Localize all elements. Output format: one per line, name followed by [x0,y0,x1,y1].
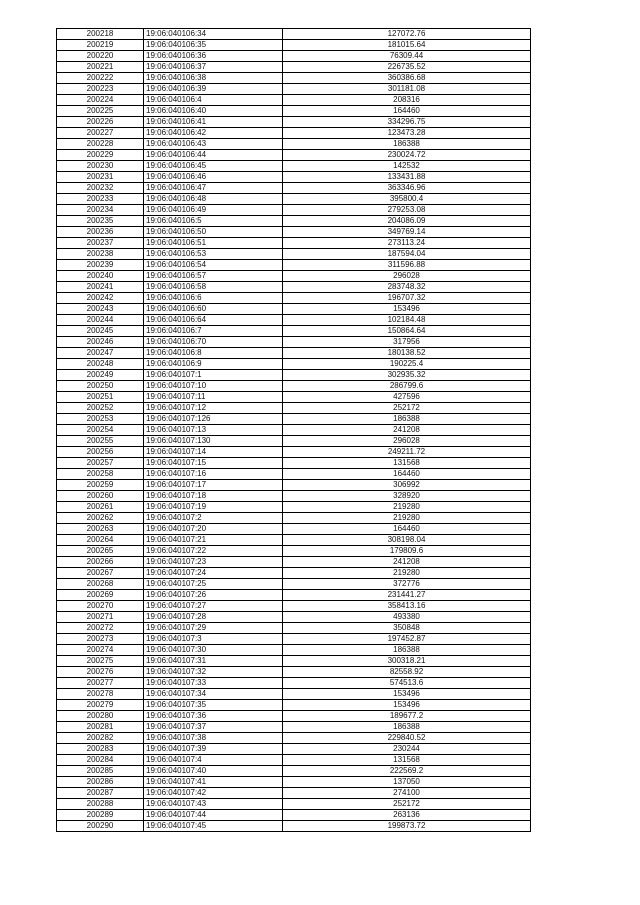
row-number-cell: 200249 [57,370,144,381]
value-cell: 164460 [283,524,531,535]
cadastral-number-cell: 19:06:040106:45 [144,161,283,172]
table-row [57,271,531,282]
value-cell: 230024.72 [283,150,531,161]
cadastral-number-cell: 19:06:040106:5 [144,216,283,227]
row-number-cell: 200266 [57,557,144,568]
table-row [57,359,531,370]
row-number-cell: 200256 [57,447,144,458]
value-cell: 133431.88 [283,172,531,183]
value-cell: 196707.32 [283,293,531,304]
table-row [57,216,531,227]
cadastral-number-cell: 19:06:040107:130 [144,436,283,447]
row-number-cell: 200241 [57,282,144,293]
row-number-cell: 200239 [57,260,144,271]
cadastral-number-cell: 19:06:040107:33 [144,678,283,689]
row-number-cell: 200232 [57,183,144,194]
cadastral-number-cell: 19:06:040106:36 [144,51,283,62]
cadastral-number-cell: 19:06:040106:39 [144,84,283,95]
value-cell: 164460 [283,469,531,480]
value-cell: 102184.48 [283,315,531,326]
table-row [57,40,531,51]
cadastral-number-cell: 19:06:040106:64 [144,315,283,326]
cadastral-number-cell: 19:06:040106:38 [144,73,283,84]
table-row [57,612,531,623]
table-row [57,755,531,766]
table-row [57,722,531,733]
table-row [57,51,531,62]
cadastral-number-cell: 19:06:040106:35 [144,40,283,51]
value-cell: 308198.04 [283,535,531,546]
value-cell: 300318.21 [283,656,531,667]
cadastral-number-cell: 19:06:040107:38 [144,733,283,744]
row-number-cell: 200248 [57,359,144,370]
cadastral-number-cell: 19:06:040107:34 [144,689,283,700]
table-row [57,744,531,755]
row-number-cell: 200229 [57,150,144,161]
value-cell: 131568 [283,755,531,766]
row-number-cell: 200288 [57,799,144,810]
table-row [57,480,531,491]
cadastral-number-cell: 19:06:040107:126 [144,414,283,425]
cadastral-number-cell: 19:06:040107:16 [144,469,283,480]
value-cell: 317956 [283,337,531,348]
table-row [57,260,531,271]
row-number-cell: 200225 [57,106,144,117]
row-number-cell: 200257 [57,458,144,469]
row-number-cell: 200228 [57,139,144,150]
row-number-cell: 200245 [57,326,144,337]
value-cell: 296028 [283,436,531,447]
cadastral-number-cell: 19:06:040106:53 [144,249,283,260]
cadastral-number-cell: 19:06:040107:14 [144,447,283,458]
cadastral-number-cell: 19:06:040107:13 [144,425,283,436]
row-number-cell: 200250 [57,381,144,392]
row-number-cell: 200283 [57,744,144,755]
cadastral-number-cell: 19:06:040106:70 [144,337,283,348]
value-cell: 153496 [283,700,531,711]
cadastral-number-cell: 19:06:040106:47 [144,183,283,194]
cadastral-number-cell: 19:06:040106:48 [144,194,283,205]
row-number-cell: 200219 [57,40,144,51]
value-cell: 241208 [283,425,531,436]
cadastral-number-cell: 19:06:040106:9 [144,359,283,370]
row-number-cell: 200222 [57,73,144,84]
table-row [57,304,531,315]
value-cell: 311596.88 [283,260,531,271]
value-cell: 199873.72 [283,821,531,832]
table-row [57,645,531,656]
table-row [57,29,531,40]
row-number-cell: 200274 [57,645,144,656]
cadastral-number-cell: 19:06:040107:17 [144,480,283,491]
row-number-cell: 200267 [57,568,144,579]
cadastral-number-cell: 19:06:040107:19 [144,502,283,513]
row-number-cell: 200272 [57,623,144,634]
cadastral-number-cell: 19:06:040107:27 [144,601,283,612]
value-cell: 222569.2 [283,766,531,777]
value-cell: 283748.32 [283,282,531,293]
value-cell: 301181.08 [283,84,531,95]
row-number-cell: 200221 [57,62,144,73]
cadastral-number-cell: 19:06:040106:42 [144,128,283,139]
row-number-cell: 200224 [57,95,144,106]
row-number-cell: 200286 [57,777,144,788]
cadastral-number-cell: 19:06:040107:25 [144,579,283,590]
table-row [57,150,531,161]
value-cell: 186388 [283,414,531,425]
cadastral-number-cell: 19:06:040107:18 [144,491,283,502]
value-cell: 153496 [283,304,531,315]
table-row [57,95,531,106]
value-cell: 76309.44 [283,51,531,62]
row-number-cell: 200279 [57,700,144,711]
row-number-cell: 200269 [57,590,144,601]
row-number-cell: 200265 [57,546,144,557]
table-row [57,678,531,689]
table-row [57,766,531,777]
value-cell: 204086.09 [283,216,531,227]
table-row [57,370,531,381]
value-cell: 274100 [283,788,531,799]
value-cell: 179809.6 [283,546,531,557]
row-number-cell: 200240 [57,271,144,282]
table-row [57,293,531,304]
value-cell: 252172 [283,403,531,414]
cadastral-number-cell: 19:06:040107:29 [144,623,283,634]
table-row [57,601,531,612]
cadastral-number-cell: 19:06:040107:11 [144,392,283,403]
cadastral-number-cell: 19:06:040106:50 [144,227,283,238]
row-number-cell: 200223 [57,84,144,95]
row-number-cell: 200273 [57,634,144,645]
row-number-cell: 200261 [57,502,144,513]
value-cell: 350848 [283,623,531,634]
cadastral-number-cell: 19:06:040106:51 [144,238,283,249]
row-number-cell: 200258 [57,469,144,480]
cadastral-number-cell: 19:06:040107:22 [144,546,283,557]
table-row [57,634,531,645]
cadastral-number-cell: 19:06:040107:24 [144,568,283,579]
value-cell: 306992 [283,480,531,491]
cadastral-number-cell: 19:06:040107:1 [144,370,283,381]
value-cell: 263136 [283,810,531,821]
value-cell: 131568 [283,458,531,469]
value-cell: 181015.64 [283,40,531,51]
value-cell: 574513.6 [283,678,531,689]
value-cell: 150864.64 [283,326,531,337]
value-cell: 190225.4 [283,359,531,370]
value-cell: 123473.28 [283,128,531,139]
table-row [57,788,531,799]
row-number-cell: 200287 [57,788,144,799]
cadastral-number-cell: 19:06:040107:42 [144,788,283,799]
table-row [57,117,531,128]
row-number-cell: 200260 [57,491,144,502]
row-number-cell: 200277 [57,678,144,689]
value-cell: 142532 [283,161,531,172]
cadastral-number-cell: 19:06:040107:15 [144,458,283,469]
table-row [57,282,531,293]
table-row [57,656,531,667]
table-row [57,557,531,568]
table-row [57,249,531,260]
row-number-cell: 200231 [57,172,144,183]
value-cell: 372776 [283,579,531,590]
cadastral-number-cell: 19:06:040107:36 [144,711,283,722]
table-row [57,315,531,326]
cadastral-number-cell: 19:06:040107:3 [144,634,283,645]
value-cell: 302935.32 [283,370,531,381]
cadastral-number-cell: 19:06:040106:8 [144,348,283,359]
row-number-cell: 200284 [57,755,144,766]
value-cell: 363346.96 [283,183,531,194]
cadastral-number-cell: 19:06:040106:41 [144,117,283,128]
cadastral-number-cell: 19:06:040106:43 [144,139,283,150]
table-row [57,810,531,821]
table-row [57,73,531,84]
value-cell: 127072.76 [283,29,531,40]
cadastral-number-cell: 19:06:040107:26 [144,590,283,601]
cadastral-number-cell: 19:06:040106:34 [144,29,283,40]
cadastral-number-cell: 19:06:040107:30 [144,645,283,656]
row-number-cell: 200244 [57,315,144,326]
cadastral-number-cell: 19:06:040106:7 [144,326,283,337]
value-cell: 296028 [283,271,531,282]
cadastral-number-cell: 19:06:040107:23 [144,557,283,568]
row-number-cell: 200233 [57,194,144,205]
table-row [57,623,531,634]
row-number-cell: 200270 [57,601,144,612]
table-row [57,502,531,513]
row-number-cell: 200230 [57,161,144,172]
cadastral-number-cell: 19:06:040107:43 [144,799,283,810]
cadastral-number-cell: 19:06:040107:39 [144,744,283,755]
cadastral-number-cell: 19:06:040107:21 [144,535,283,546]
row-number-cell: 200290 [57,821,144,832]
table-row [57,414,531,425]
value-cell: 286799.6 [283,381,531,392]
cadastral-number-cell: 19:06:040107:2 [144,513,283,524]
table-row [57,711,531,722]
table-row [57,700,531,711]
table-row [57,238,531,249]
cadastral-value-table [56,28,531,832]
table-row [57,777,531,788]
value-cell: 153496 [283,689,531,700]
table-row [57,326,531,337]
row-number-cell: 200253 [57,414,144,425]
table-row [57,337,531,348]
cadastral-number-cell: 19:06:040107:4 [144,755,283,766]
value-cell: 249211.72 [283,447,531,458]
row-number-cell: 200282 [57,733,144,744]
value-cell: 395800.4 [283,194,531,205]
row-number-cell: 200263 [57,524,144,535]
value-cell: 186388 [283,645,531,656]
value-cell: 82558.92 [283,667,531,678]
value-cell: 328920 [283,491,531,502]
cadastral-number-cell: 19:06:040107:32 [144,667,283,678]
cadastral-number-cell: 19:06:040106:44 [144,150,283,161]
value-cell: 219280 [283,568,531,579]
cadastral-number-cell: 19:06:040107:44 [144,810,283,821]
row-number-cell: 200227 [57,128,144,139]
value-cell: 189677.2 [283,711,531,722]
table-row [57,491,531,502]
cadastral-number-cell: 19:06:040106:58 [144,282,283,293]
row-number-cell: 200254 [57,425,144,436]
cadastral-number-cell: 19:06:040107:31 [144,656,283,667]
value-cell: 334296.75 [283,117,531,128]
value-cell: 229840.52 [283,733,531,744]
table-row [57,84,531,95]
table-row [57,139,531,150]
cadastral-number-cell: 19:06:040106:4 [144,95,283,106]
row-number-cell: 200285 [57,766,144,777]
table-row [57,447,531,458]
value-cell: 219280 [283,513,531,524]
cadastral-number-cell: 19:06:040107:12 [144,403,283,414]
table-row [57,469,531,480]
row-number-cell: 200276 [57,667,144,678]
row-number-cell: 200236 [57,227,144,238]
table-row [57,579,531,590]
row-number-cell: 200280 [57,711,144,722]
cadastral-number-cell: 19:06:040107:28 [144,612,283,623]
row-number-cell: 200252 [57,403,144,414]
cadastral-number-cell: 19:06:040106:40 [144,106,283,117]
cadastral-number-cell: 19:06:040106:57 [144,271,283,282]
cadastral-number-cell: 19:06:040107:20 [144,524,283,535]
table-body [57,29,531,832]
cadastral-number-cell: 19:06:040106:37 [144,62,283,73]
table-row [57,436,531,447]
value-cell: 358413.16 [283,601,531,612]
row-number-cell: 200235 [57,216,144,227]
value-cell: 273113.24 [283,238,531,249]
value-cell: 186388 [283,139,531,150]
table-row [57,194,531,205]
table-row [57,205,531,216]
row-number-cell: 200238 [57,249,144,260]
cadastral-number-cell: 19:06:040106:6 [144,293,283,304]
value-cell: 231441.27 [283,590,531,601]
table-row [57,381,531,392]
row-number-cell: 200262 [57,513,144,524]
row-number-cell: 200220 [57,51,144,62]
table-row [57,227,531,238]
table-row [57,667,531,678]
row-number-cell: 200237 [57,238,144,249]
value-cell: 226735.52 [283,62,531,73]
row-number-cell: 200271 [57,612,144,623]
row-number-cell: 200268 [57,579,144,590]
row-number-cell: 200234 [57,205,144,216]
cadastral-number-cell: 19:06:040107:41 [144,777,283,788]
cadastral-number-cell: 19:06:040107:35 [144,700,283,711]
value-cell: 208316 [283,95,531,106]
table-row [57,689,531,700]
table-row [57,403,531,414]
value-cell: 252172 [283,799,531,810]
row-number-cell: 200264 [57,535,144,546]
table-row [57,513,531,524]
table-row [57,128,531,139]
value-cell: 427596 [283,392,531,403]
table-row [57,392,531,403]
table-row [57,535,531,546]
value-cell: 493380 [283,612,531,623]
row-number-cell: 200281 [57,722,144,733]
row-number-cell: 200275 [57,656,144,667]
row-number-cell: 200243 [57,304,144,315]
cadastral-number-cell: 19:06:040107:10 [144,381,283,392]
table-row [57,821,531,832]
row-number-cell: 200289 [57,810,144,821]
row-number-cell: 200218 [57,29,144,40]
cadastral-number-cell: 19:06:040106:54 [144,260,283,271]
value-cell: 186388 [283,722,531,733]
cadastral-number-cell: 19:06:040106:49 [144,205,283,216]
value-cell: 360386.68 [283,73,531,84]
value-cell: 279253.08 [283,205,531,216]
row-number-cell: 200246 [57,337,144,348]
table-row [57,183,531,194]
row-number-cell: 200259 [57,480,144,491]
table-row [57,524,531,535]
table-row [57,590,531,601]
value-cell: 180138.52 [283,348,531,359]
row-number-cell: 200278 [57,689,144,700]
table-row [57,799,531,810]
row-number-cell: 200242 [57,293,144,304]
table-row [57,161,531,172]
cadastral-number-cell: 19:06:040106:46 [144,172,283,183]
table-row [57,425,531,436]
value-cell: 164460 [283,106,531,117]
cadastral-number-cell: 19:06:040107:40 [144,766,283,777]
table-row [57,733,531,744]
cadastral-number-cell: 19:06:040106:60 [144,304,283,315]
value-cell: 137050 [283,777,531,788]
table-row [57,62,531,73]
row-number-cell: 200226 [57,117,144,128]
table-row [57,106,531,117]
value-cell: 230244 [283,744,531,755]
row-number-cell: 200251 [57,392,144,403]
row-number-cell: 200247 [57,348,144,359]
table-row [57,546,531,557]
cadastral-number-cell: 19:06:040107:37 [144,722,283,733]
cadastral-number-cell: 19:06:040107:45 [144,821,283,832]
table-row [57,568,531,579]
value-cell: 219280 [283,502,531,513]
row-number-cell: 200255 [57,436,144,447]
value-cell: 241208 [283,557,531,568]
value-cell: 197452.87 [283,634,531,645]
table-row [57,348,531,359]
value-cell: 349769.14 [283,227,531,238]
table-row [57,458,531,469]
value-cell: 187594.04 [283,249,531,260]
table-row [57,172,531,183]
